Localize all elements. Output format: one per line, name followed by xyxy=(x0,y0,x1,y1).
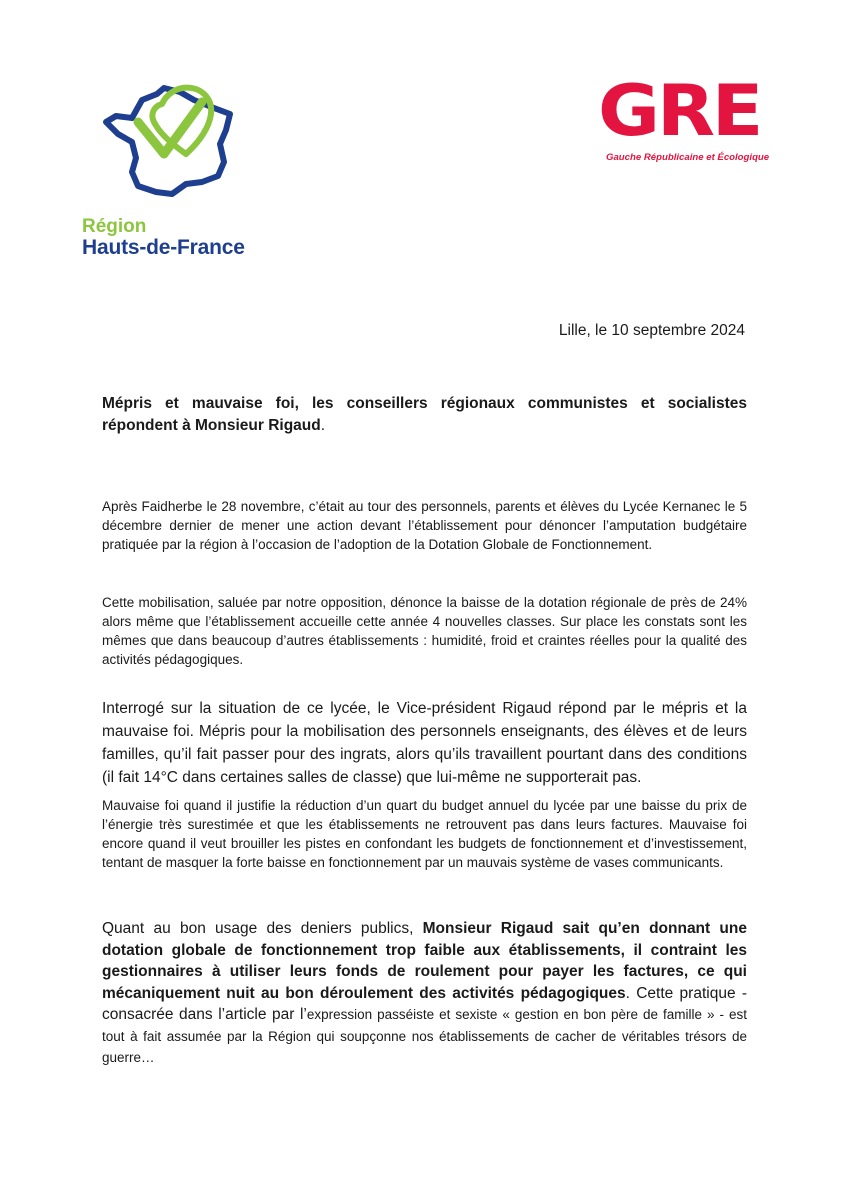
region-logo-word: Région xyxy=(82,216,147,237)
paragraph-4: Mauvaise foi quand il justifie la réduction d’un quart du budget annuel du lycée par une baisse du prix de l’énergie très surestimée et que les établissements ne retrouvent pas dans leurs factures. Mauvaise foi encore quand il veut brouiller les pistes en confondant les budgets de fonctionnement et d’investissement, tentant de masquer la forte baisse en fonctionnement par un mauvais système de vases communicants. xyxy=(102,798,747,870)
paragraph-5-bold: Monsieur Rigaud sait qu’en donnant une dotation globale de fonctionnement trop faible aux établissements, il contraint les gestionnaires à utiliser leurs fonds de roulement pour payer les factures, ce qui mécaniquement nuit au bon déroulement des activités pédagogiques xyxy=(102,920,747,1002)
gre-logo-letters: GRE xyxy=(598,70,761,152)
region-logo-name: Hauts-de-France xyxy=(82,236,245,259)
paragraph-1: Après Faidherbe le 28 novembre, c’était au tour des personnels, parents et élèves du Lycée Kernanec le 5 décembre dernier de mener une action devant l’établissement pour dénoncer l’amputation budgétaire pratiquée par la région à l’occasion de l’adoption de la Dotation Globale de Fonctionnement. xyxy=(102,499,747,552)
paragraph-5 xyxy=(102,918,747,1069)
document-title xyxy=(102,393,747,437)
region-hauts-de-france-logo xyxy=(80,78,280,263)
paragraph-2: Cette mobilisation, saluée par notre opposition, dénonce la baisse de la dotation régionale de près de 24% alors même que l’établissement accueille cette année 4 nouvelles classes. Sur place les constats sont les mêmes que dans beaucoup d’autres établissements : humidité, froid et craintes réelles pour la qualité des activités pédagogiques. xyxy=(102,595,747,667)
paragraph-5-intro: Quant au bon usage des deniers publics, xyxy=(102,920,423,937)
document-date: Lille, le 10 septembre 2024 xyxy=(558,322,745,339)
gre-logo-subtitle: Gauche Républicaine et Écologique xyxy=(606,152,770,163)
document-title-end: . xyxy=(320,417,326,434)
document-title-text: Mépris et mauvaise foi, les conseillers régionaux communistes et socialistes répondent à Monsieur Rigaud xyxy=(102,395,747,434)
france-map-heart-check-icon xyxy=(102,78,242,206)
paragraph-5-after-bold: . Cette pratique - consacrée dans l’article par l’ xyxy=(102,984,748,1023)
paragraph-5-rest: passéiste et sexiste « gestion en bon père de famille » - est tout à fait assumée par la Région qui soupçonne nos établissements de cacher de véritables trésors de guerre… xyxy=(102,1007,747,1065)
paragraph-3: Interrogé sur la situation de ce lycée, le Vice-président Rigaud répond par le mépris et la mauvaise foi. Mépris pour la mobilisation des personnels enseignants, des élèves et de leurs familles, qu’il fait passer pour des ingrats, alors qu’ils travaillent pourtant dans des conditions (il fait 14°C dans certaines salles de classe) que lui-même ne supporterait pas. xyxy=(102,700,747,786)
gre-party-logo xyxy=(598,70,773,172)
paragraph-5-expression: expression xyxy=(306,1007,373,1022)
